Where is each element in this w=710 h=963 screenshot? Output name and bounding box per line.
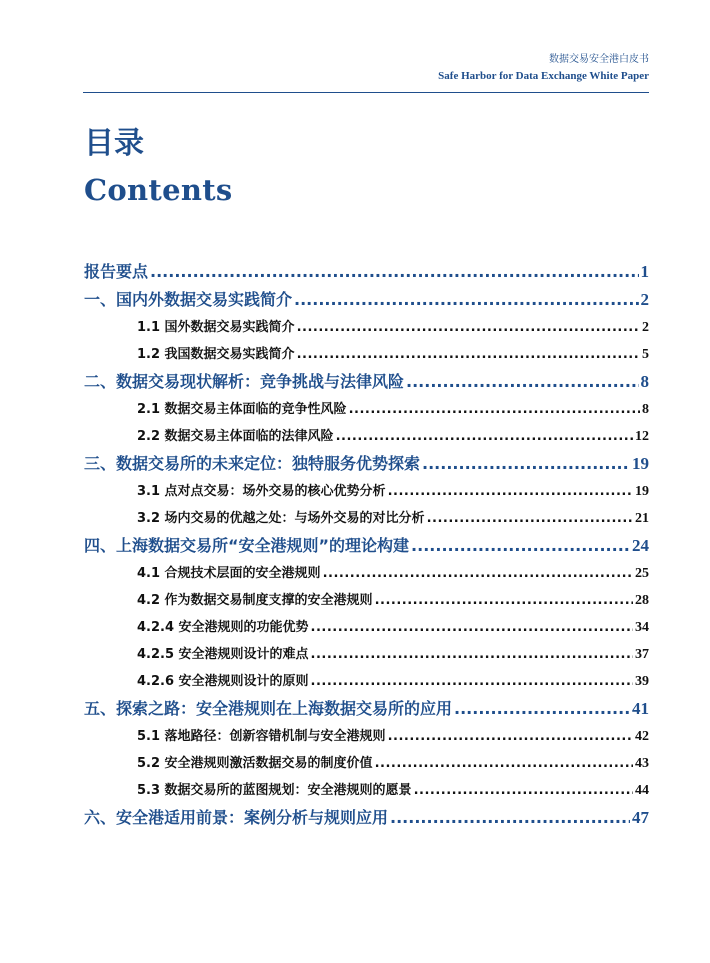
header-title-cn: 数据交易安全港白皮书	[549, 54, 649, 65]
toc-chapter-entry[interactable]	[84, 804, 649, 832]
toc-page-number: 2	[642, 320, 649, 335]
toc-entry-label: 1.2 我国数据交易实践简介	[137, 347, 295, 362]
toc-section-entry[interactable]	[84, 505, 649, 532]
toc-section-entry[interactable]	[84, 614, 649, 641]
toc-section-entry[interactable]	[84, 423, 649, 450]
toc-entry-label: 3.1 点对点交易：场外交易的核心优势分析	[137, 484, 386, 499]
toc-dot-leader	[406, 368, 638, 396]
toc-section-entry[interactable]	[84, 750, 649, 777]
toc-dot-leader	[294, 286, 638, 314]
toc-dot-leader	[311, 641, 633, 668]
toc-page-number: 21	[635, 511, 649, 526]
toc-entry-label: 2.2 数据交易主体面临的法律风险	[137, 429, 334, 444]
toc-dot-leader	[422, 450, 630, 478]
toc-dot-leader	[150, 258, 638, 286]
toc-entry-label: 4.1 合规技术层面的安全港规则	[137, 566, 321, 581]
toc-page-number: 2	[640, 290, 649, 309]
running-header	[438, 52, 649, 85]
toc-section-entry[interactable]	[84, 560, 649, 587]
toc-chapter-entry[interactable]	[84, 258, 649, 286]
toc-dot-leader	[388, 723, 633, 750]
toc-page-number: 8	[642, 402, 649, 417]
toc-section-entry[interactable]	[84, 314, 649, 341]
toc-dot-leader	[454, 695, 630, 723]
toc-dot-leader	[311, 614, 633, 641]
toc-dot-leader	[375, 587, 633, 614]
toc-dot-leader	[297, 314, 640, 341]
toc-section-entry[interactable]	[84, 587, 649, 614]
toc-entry-label: 五、探索之路：安全港规则在上海数据交易所的应用	[84, 699, 453, 718]
toc-entry-label: 三、数据交易所的未来定位：独特服务优势探索	[84, 454, 421, 473]
toc-section-entry[interactable]	[84, 641, 649, 668]
header-title-en: Safe Harbor for Data Exchange White Paper	[438, 70, 649, 82]
toc-dot-leader	[427, 505, 633, 532]
toc-page-number: 5	[642, 347, 649, 362]
toc-dot-leader	[323, 560, 633, 587]
toc-page-number: 47	[632, 808, 649, 827]
toc-page-number: 39	[635, 674, 649, 689]
toc-entry-label: 报告要点	[84, 262, 149, 281]
toc-page-number: 37	[635, 647, 649, 662]
toc-entry-label: 四、上海数据交易所“安全港规则”的理论构建	[84, 536, 410, 555]
toc-dot-leader	[311, 668, 633, 695]
toc-entry-label: 1.1 国外数据交易实践简介	[137, 320, 295, 335]
toc-page-number: 19	[635, 484, 649, 499]
toc-dot-leader	[336, 423, 633, 450]
toc-page-number: 25	[635, 566, 649, 581]
toc-dot-leader	[390, 804, 630, 832]
toc-entry-label: 4.2.4 安全港规则的功能优势	[137, 620, 309, 635]
toc-entry-label: 4.2.6 安全港规则设计的原则	[137, 674, 309, 689]
toc-dot-leader	[375, 750, 633, 777]
toc-dot-leader	[297, 341, 640, 368]
toc-section-entry[interactable]	[84, 668, 649, 695]
toc-dot-leader	[411, 532, 630, 560]
toc-page-number: 41	[632, 699, 649, 718]
toc-section-entry[interactable]	[84, 396, 649, 423]
toc-section-entry[interactable]	[84, 777, 649, 804]
table-of-contents	[84, 258, 649, 832]
toc-entry-label: 一、国内外数据交易实践简介	[84, 290, 293, 309]
toc-page-number: 28	[635, 593, 649, 608]
toc-section-entry[interactable]	[84, 478, 649, 505]
page-title-en: Contents	[84, 173, 233, 207]
toc-entry-label: 5.2 安全港规则激活数据交易的制度价值	[137, 756, 373, 771]
toc-entry-label: 2.1 数据交易主体面临的竞争性风险	[137, 402, 347, 417]
toc-chapter-entry[interactable]	[84, 286, 649, 314]
toc-entry-label: 3.2 场内交易的优越之处：与场外交易的对比分析	[137, 511, 425, 526]
toc-entry-label: 二、数据交易现状解析：竞争挑战与法律风险	[84, 372, 405, 391]
toc-entry-label: 六、安全港适用前景：案例分析与规则应用	[84, 808, 389, 827]
toc-entry-label: 5.3 数据交易所的蓝图规划：安全港规则的愿景	[137, 783, 412, 798]
toc-chapter-entry[interactable]	[84, 368, 649, 396]
header-divider	[83, 92, 649, 93]
toc-section-entry[interactable]	[84, 723, 649, 750]
toc-chapter-entry[interactable]	[84, 450, 649, 478]
toc-page-number: 34	[635, 620, 649, 635]
toc-entry-label: 4.2 作为数据交易制度支撑的安全港规则	[137, 593, 373, 608]
toc-page-number: 42	[635, 729, 649, 744]
toc-page-number: 1	[640, 262, 649, 281]
toc-page-number: 12	[635, 429, 649, 444]
toc-entry-label: 4.2.5 安全港规则设计的难点	[137, 647, 309, 662]
toc-chapter-entry[interactable]	[84, 532, 649, 560]
toc-section-entry[interactable]	[84, 341, 649, 368]
toc-chapter-entry[interactable]	[84, 695, 649, 723]
toc-entry-label: 5.1 落地路径：创新容错机制与安全港规则	[137, 729, 386, 744]
toc-page-number: 43	[635, 756, 649, 771]
toc-dot-leader	[349, 396, 640, 423]
page-title-cn: 目录	[84, 126, 144, 161]
toc-dot-leader	[414, 777, 633, 804]
toc-page-number: 8	[640, 372, 649, 391]
toc-page-number: 24	[632, 536, 649, 555]
toc-page-number: 19	[632, 454, 649, 473]
toc-page-number: 44	[635, 783, 649, 798]
toc-dot-leader	[388, 478, 633, 505]
